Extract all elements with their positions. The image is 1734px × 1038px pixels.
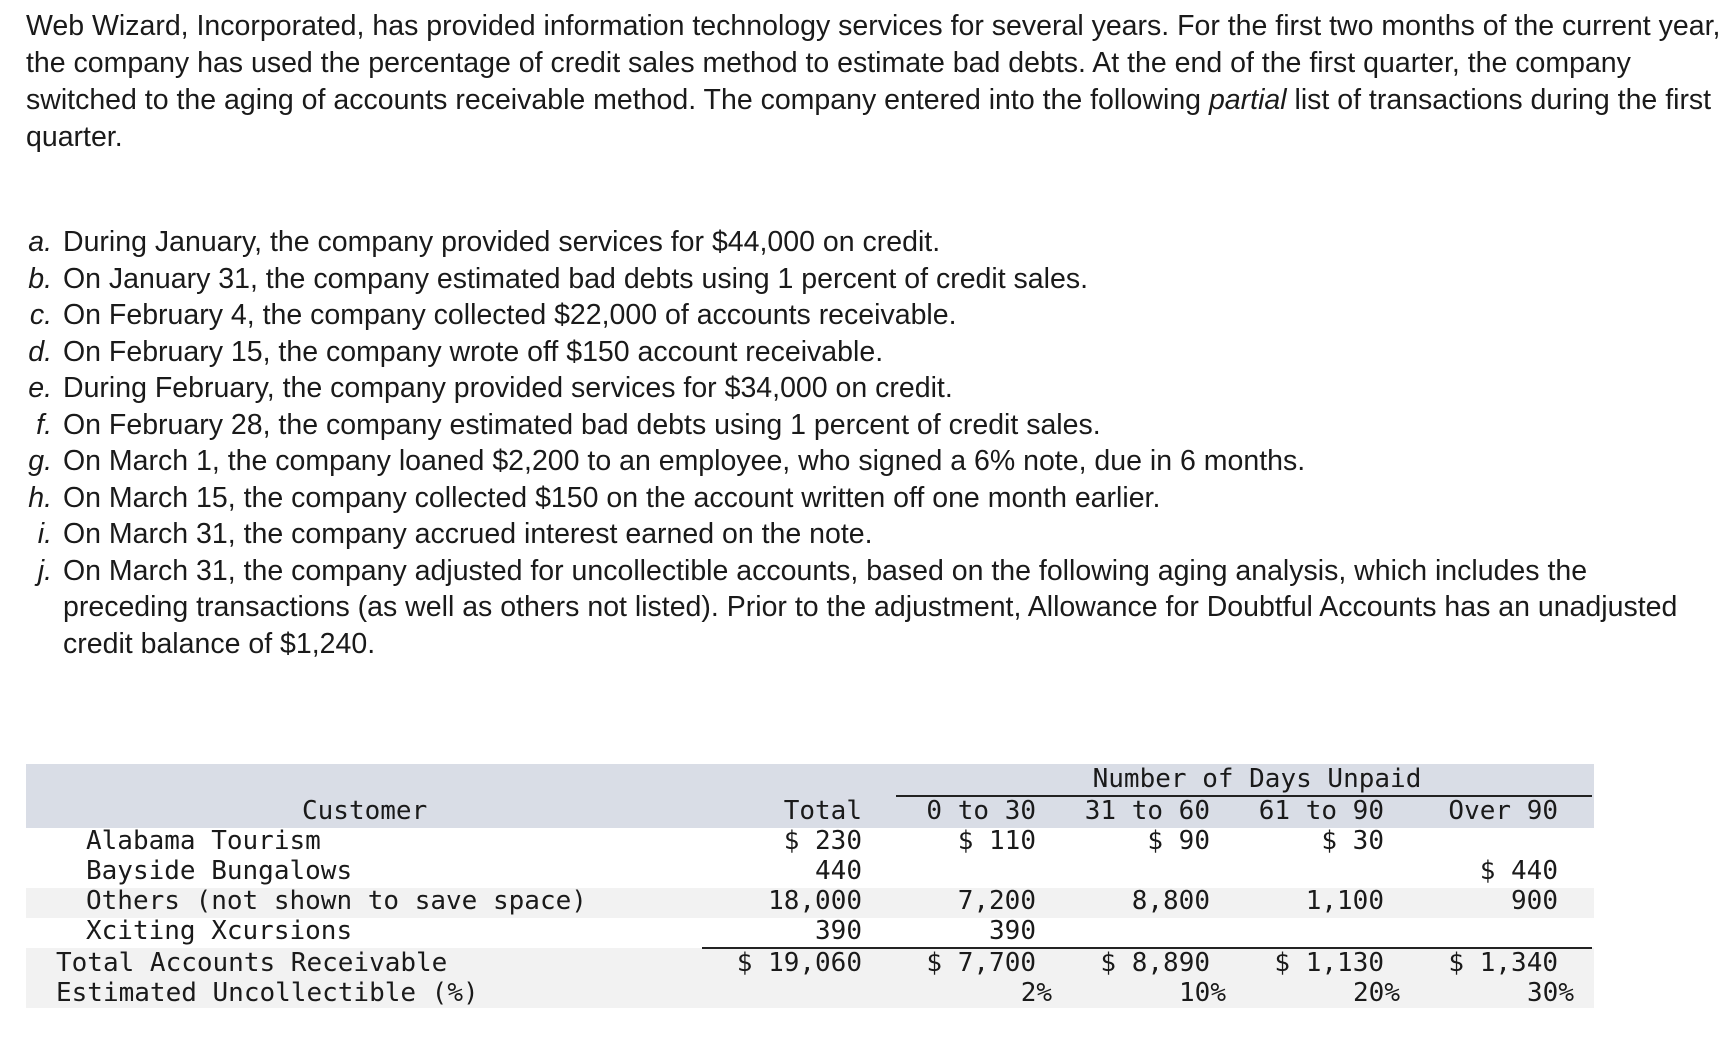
transaction-item: [18, 297, 1718, 334]
aging-table: [26, 764, 1594, 1012]
transaction-item: [18, 480, 1718, 517]
item-letter: e.: [28, 372, 52, 404]
total-label: Total Accounts Receivable: [56, 948, 448, 978]
row-61-90: $ 30: [1321, 826, 1384, 856]
transaction-item: [18, 224, 1718, 261]
item-letter: a.: [28, 226, 52, 258]
item-text: On March 31, the company accrued interest earned on the note.: [63, 518, 873, 550]
item-text: During January, the company provided services for $44,000 on credit.: [63, 226, 941, 258]
transaction-item: [18, 261, 1718, 298]
pct-61-90: 20%: [1353, 978, 1400, 1008]
item-letter: j.: [37, 554, 52, 587]
pct-31-60: 10%: [1179, 978, 1226, 1008]
header-61-90: 61 to 90: [1258, 796, 1384, 826]
item-text: On January 31, the company estimated bad debts using 1 percent of credit sales.: [63, 262, 1089, 295]
total-61-90: $ 1,130: [1274, 948, 1384, 978]
pct-label: Estimated Uncollectible (%): [56, 978, 479, 1008]
transaction-item: [18, 370, 1718, 407]
row-0-30: 390: [989, 916, 1036, 946]
row-customer: Bayside Bungalows: [86, 856, 353, 886]
row-customer: Alabama Tourism: [86, 826, 321, 856]
item-letter: c.: [29, 299, 52, 331]
header-0-30: 0 to 30: [926, 796, 1036, 826]
item-text: On February 4, the company collected $22,000 of accounts receivable.: [63, 299, 957, 331]
header-customer: Customer: [302, 796, 428, 826]
item-letter: i.: [37, 518, 52, 550]
problem-intro: [26, 8, 1726, 156]
item-text: On March 31, the company adjusted for uncollectible accounts, based on the following aging analysis, which includes the preceding transactions (as well as others not listed). Prior to the adjustment, Allowance for Doubtful Accounts has an unadjusted credit balance of $1,240.: [63, 554, 1678, 660]
total-total: $ 19,060: [736, 948, 862, 978]
item-letter: g.: [28, 445, 52, 477]
pct-over-90: 30%: [1527, 978, 1574, 1008]
row-0-30: $ 110: [957, 826, 1036, 856]
total-31-60: $ 8,890: [1100, 948, 1210, 978]
item-letter: d.: [28, 335, 52, 368]
row-0-30: 7,200: [957, 886, 1036, 916]
item-letter: h.: [28, 481, 52, 514]
row-total: 18,000: [768, 886, 862, 916]
header-31-60: 31 to 60: [1084, 796, 1210, 826]
intro-text-end: list of transactions during the first quarter.: [26, 84, 1712, 153]
intro-text: Web Wizard, Incorporated, has provided information technology services for several years. For the first two months of the current year, the company has used the percentage of credit sales method to estimate bad debts. At the end of the first quarter, the company switched to the aging of accounts receivable method. The company entered into the following: [26, 10, 1721, 116]
transaction-item: [18, 516, 1718, 553]
row-total: 440: [815, 856, 862, 886]
transaction-item: [18, 334, 1718, 371]
item-letter: b.: [28, 262, 52, 295]
row-total: 390: [815, 916, 862, 946]
item-text: On March 1, the company loaned $2,200 to an employee, who signed a 6% note, due in 6 months.: [63, 445, 1306, 477]
transaction-item: [18, 443, 1718, 480]
row-total: $ 230: [783, 826, 862, 856]
item-text: On March 15, the company collected $150 on the account written off one month earlier.: [63, 481, 1161, 514]
row-31-60: 8,800: [1131, 886, 1210, 916]
total-0-30: $ 7,700: [926, 948, 1036, 978]
row-customer: Xciting Xcursions: [86, 916, 353, 946]
transaction-item: [18, 553, 1718, 663]
group-header: Number of Days Unpaid: [1092, 764, 1422, 794]
row-over-90: $ 440: [1479, 856, 1558, 886]
row-customer: Others (not shown to save space): [86, 886, 587, 916]
transaction-item: [18, 407, 1718, 444]
intro-italic: partial: [1208, 84, 1287, 116]
row-61-90: 1,100: [1305, 886, 1384, 916]
header-over-90: Over 90: [1448, 796, 1558, 826]
header-total: Total: [783, 796, 862, 826]
item-text: On February 15, the company wrote off $150 account receivable.: [63, 335, 884, 368]
row-over-90: 900: [1511, 886, 1558, 916]
item-text: During February, the company provided services for $34,000 on credit.: [63, 372, 953, 404]
item-letter: f.: [36, 408, 52, 441]
item-text: On February 28, the company estimated bad debts using 1 percent of credit sales.: [63, 408, 1101, 441]
row-31-60: $ 90: [1147, 826, 1210, 856]
pct-0-30: 2%: [1020, 978, 1052, 1008]
transaction-list: [18, 224, 1718, 662]
total-over-90: $ 1,340: [1448, 948, 1558, 978]
